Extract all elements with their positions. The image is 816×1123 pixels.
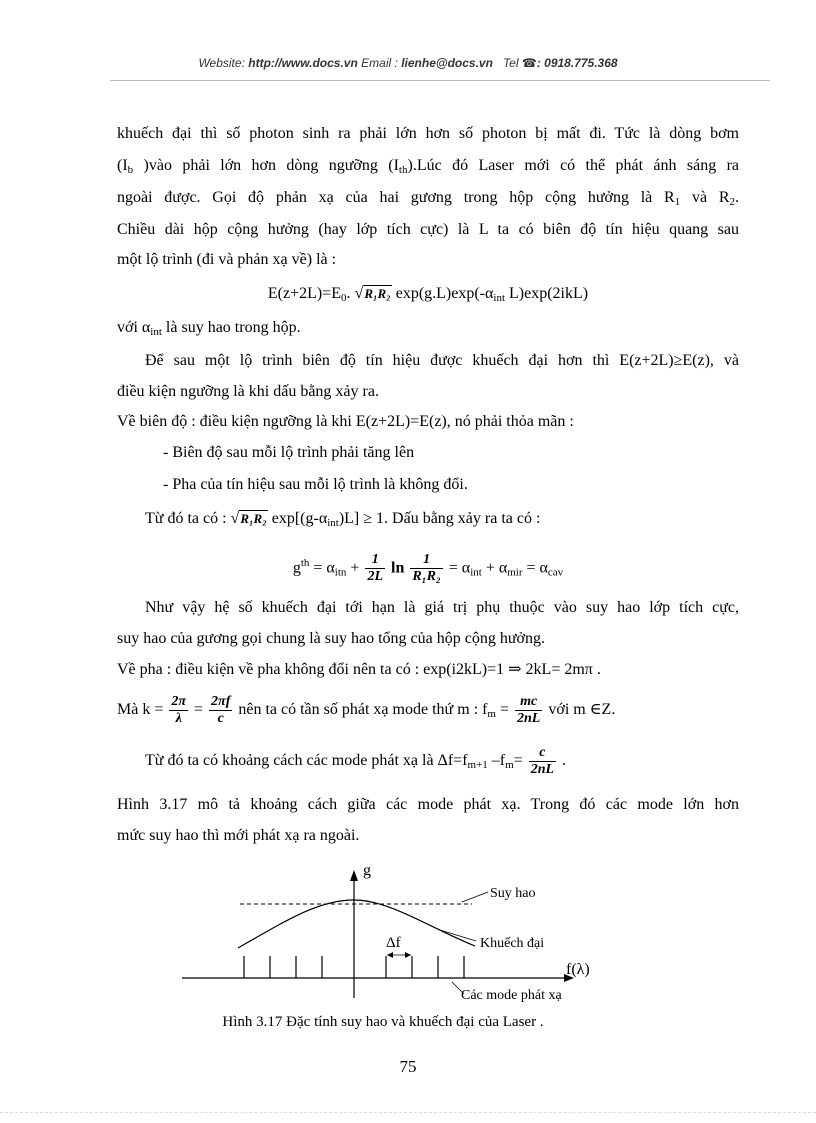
paragraph-line: Để sau một lộ trình biên độ tín hiệu được khuếch đại hơn thì E(z+2L)≥E(z), và — [145, 352, 739, 369]
equation-threshold-gain: $g^{th} = \alpha_{itn}$ + $\frac{1}{2L}$ ln $\frac{1}{\text{R₁R₂}}$ = $\alpha_{int} + \alpha_{mir} = \alpha_{cav}$ — [292, 552, 564, 585]
tel-label: Tel — [502, 56, 519, 70]
y-axis-arrow — [350, 870, 358, 881]
tel-number: : 0918.775.368 — [536, 56, 618, 70]
paragraph-line: điều kiện ngưỡng là khi dấu bằng xảy ra. — [117, 383, 379, 400]
paragraph-line: khuếch đại thì số photon sinh ra phải lớn hơn số photon bị mất đi. Tức là dòng bơm — [117, 125, 739, 142]
loss-label: Suy hao — [490, 886, 536, 901]
page-number: 75 — [399, 1057, 417, 1076]
paragraph-line: mức suy hao thì mới phát xạ ra ngoài. — [117, 827, 360, 844]
equation-mode-spacing: Từ đó ta có khoảng cách các mode phát xạ là $\Delta f=f_{m+1}$ $-f_m=$ $\frac{c}{2nL}$ . — [145, 744, 567, 777]
x-axis-label: f(λ) — [566, 961, 590, 978]
paragraph-line: Như vậy hệ số khuếch đại tới hạn là giá trị phụ thuộc vào suy hao lớp tích cực, — [145, 599, 739, 616]
page-header — [0, 56, 816, 70]
page-bottom-divider — [0, 1112, 816, 1113]
website-url[interactable]: http://www.docs.vn — [248, 56, 358, 70]
figure-gain-loss — [170, 858, 630, 1008]
paragraph-line: ($I_b$ )vào phải lớn hơn dòng ngưỡng $(I_{th}).Lúc$ đó Laser mới có thể phát ánh sáng ra — [117, 157, 739, 176]
gain-label-leader — [440, 930, 476, 941]
paragraph-line: một lộ trình (đi và phản xạ về) là : — [117, 251, 337, 268]
figure-caption: Hình 3.17 Đặc tính suy hao và khuếch đại của Laser . — [222, 1014, 544, 1030]
paragraph-line: Hình 3.17 mô tả khoảng cách giữa các mode phát xạ. Trong đó các mode lớn hơn — [117, 796, 739, 813]
bullet-item: - Pha của tín hiệu sau mỗi lộ trình là không đổi. — [163, 476, 468, 493]
gain-curve — [238, 900, 475, 948]
paragraph-line: suy hao của gương gọi chung là suy hao tổng của hộp cộng hưởng. — [117, 630, 545, 647]
paragraph-line: Về pha : điều kiện về pha không đổi nên ta có : exp(i2kL)=1 ⇒ 2kL= 2mπ . — [117, 661, 601, 678]
y-axis-label: g — [363, 862, 371, 879]
paragraph-line: với $\alpha_{int}$ là suy hao trong hộp. — [117, 319, 301, 338]
paragraph-line: Về biên độ : điều kiện ngưỡng là khi E(z+2L)=E(z), nó phải thỏa mãn : — [117, 413, 574, 430]
website-label: Website: — [198, 56, 245, 70]
equation-mode-frequency: Mà k = $\frac{2\pi}{\lambda}$ = $\frac{2\pi f}{c}$ nên ta có tần số phát xạ mode thứ m : $f_m$ = $\frac{mc}{2nL}$ với m ∈Z. — [117, 693, 616, 726]
header-rule — [110, 80, 770, 81]
modes-label: Các mode phát xạ — [461, 988, 562, 1003]
paragraph-line: Từ đó ta có : √R₁R₂ $\exp[(g-\alpha_{int})L] \ge 1$. Dấu bằng xảy ra ta có : — [145, 510, 541, 529]
equation-amplitude: $E(z+2L)=E_0$. √R₁R₂ $\exp(g.L)\exp(-\alpha_{int}$ L)exp(2ikL) — [267, 285, 589, 304]
email-address[interactable]: lienhe@docs.vn — [401, 56, 493, 70]
paragraph-line: Chiều dài hộp cộng hưởng (hay lớp tích cực) là L ta có biên độ tín hiệu quang sau — [117, 221, 739, 238]
email-label: Email : — [361, 56, 398, 70]
phone-icon: ☎ — [521, 56, 537, 70]
loss-label-leader — [462, 892, 488, 902]
gain-label: Khuếch đại — [480, 936, 545, 951]
bullet-item: - Biên độ sau mỗi lộ trình phải tăng lên — [163, 444, 415, 461]
spacing-label: Δf — [386, 935, 401, 951]
paragraph-line: ngoài được. Gọi độ phản xạ của hai gương trong hộp cộng hưởng là $R_1$ và $R_2$. — [117, 189, 739, 208]
